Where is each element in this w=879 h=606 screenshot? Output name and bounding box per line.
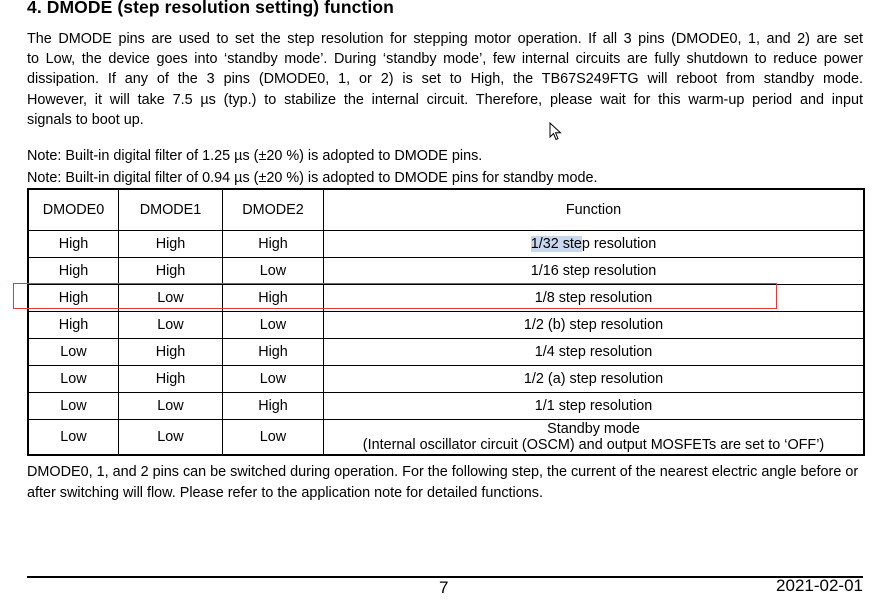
cell-function: 1/2 (a) step resolution: [324, 366, 865, 393]
table-row: [28, 285, 864, 312]
cell-dmode0: Low: [28, 339, 119, 366]
table-row: [28, 420, 864, 456]
cell-dmode0: High: [28, 312, 119, 339]
section-heading: 4. DMODE (step resolution setting) function: [27, 0, 394, 17]
note-filter-dmode: Note: Built-in digital filter of 1.25 µs (±20 %) is adopted to DMODE pins.: [27, 148, 483, 164]
cell-dmode2: Low: [223, 312, 324, 339]
table-row: [28, 258, 864, 285]
cell-function: 1/16 step resolution: [324, 258, 865, 285]
cell-dmode0: Low: [28, 393, 119, 420]
cell-function: 1/1 step resolution: [324, 393, 865, 420]
dmode-table: [27, 188, 865, 456]
note-filter-standby: Note: Built-in digital filter of 0.94 µs (±20 %) is adopted to DMODE pins for standby mode.: [27, 170, 598, 186]
selected-text-highlight[interactable]: 1/32 ste: [530, 236, 582, 252]
cell-dmode2: Low: [223, 420, 324, 456]
document-date: 2021-02-01: [776, 576, 863, 595]
cell-dmode2: High: [223, 393, 324, 420]
cell-dmode2: High: [223, 231, 324, 258]
standby-mode-title: Standby mode: [547, 421, 640, 437]
table-header-row: [28, 189, 864, 231]
cell-dmode1: Low: [119, 285, 223, 312]
standby-mode-detail: (Internal oscillator circuit (OSCM) and output MOSFETs are set to ‘OFF’): [362, 437, 825, 453]
cell-function: 1/4 step resolution: [324, 339, 865, 366]
cell-dmode1: High: [119, 231, 223, 258]
cell-dmode1: Low: [119, 393, 223, 420]
table-row: [28, 231, 864, 258]
cell-dmode1: High: [119, 258, 223, 285]
table-row: [28, 339, 864, 366]
cell-dmode1: Low: [119, 420, 223, 456]
cell-dmode0: Low: [28, 366, 119, 393]
paragraph-line: dissipation. If any of the 3 pins (DMODE0, 1, or 2) is set to High, the TB67S249FTG will reboot from standby mode.: [27, 71, 863, 88]
page-number: 7: [439, 578, 449, 597]
cell-dmode0: Low: [28, 420, 119, 456]
paragraph-line: The DMODE pins are used to set the step resolution for stepping motor operation. If all 3 pins (DMODE0, 1, and 2) are set: [27, 31, 863, 47]
paragraph-line: signals to boot up.: [27, 111, 144, 128]
header-dmode0: DMODE0: [28, 189, 119, 231]
cell-function: [324, 420, 865, 456]
mouse-pointer-icon: [549, 122, 563, 142]
cell-dmode2: Low: [223, 366, 324, 393]
paragraph-line: to Low, the device goes into ‘standby mode’. During ‘standby mode’, few internal circuits are fully shutdown to reduce power: [27, 51, 863, 68]
cell-dmode1: High: [119, 366, 223, 393]
switching-paragraph: DMODE0, 1, and 2 pins can be switched during operation. For the following step, the current of the nearest electric angle before or after switching will flow. Please refer to the application note for detailed functions.: [27, 464, 859, 501]
cell-dmode0: High: [28, 231, 119, 258]
cell-function-rest: p resolution: [581, 236, 657, 252]
header-dmode1: DMODE1: [119, 189, 223, 231]
cell-dmode0: High: [28, 285, 119, 312]
paragraph-line: However, it will take 7.5 µs (typ.) to stabilize the internal circuit. Therefore, please wait for this warm-up period and input: [27, 91, 863, 108]
cell-function: 1/8 step resolution: [324, 285, 865, 312]
cell-function: [324, 231, 865, 258]
table-row: [28, 312, 864, 339]
cell-dmode0: High: [28, 258, 119, 285]
cell-dmode2: High: [223, 285, 324, 312]
cell-dmode1: Low: [119, 312, 223, 339]
header-function: Function: [324, 189, 865, 231]
cell-dmode2: High: [223, 339, 324, 366]
header-dmode2: DMODE2: [223, 189, 324, 231]
cell-dmode1: High: [119, 339, 223, 366]
cell-function: 1/2 (b) step resolution: [324, 312, 865, 339]
table-row: [28, 366, 864, 393]
table-row: [28, 393, 864, 420]
intro-paragraph: [27, 29, 863, 130]
cell-dmode2: Low: [223, 258, 324, 285]
